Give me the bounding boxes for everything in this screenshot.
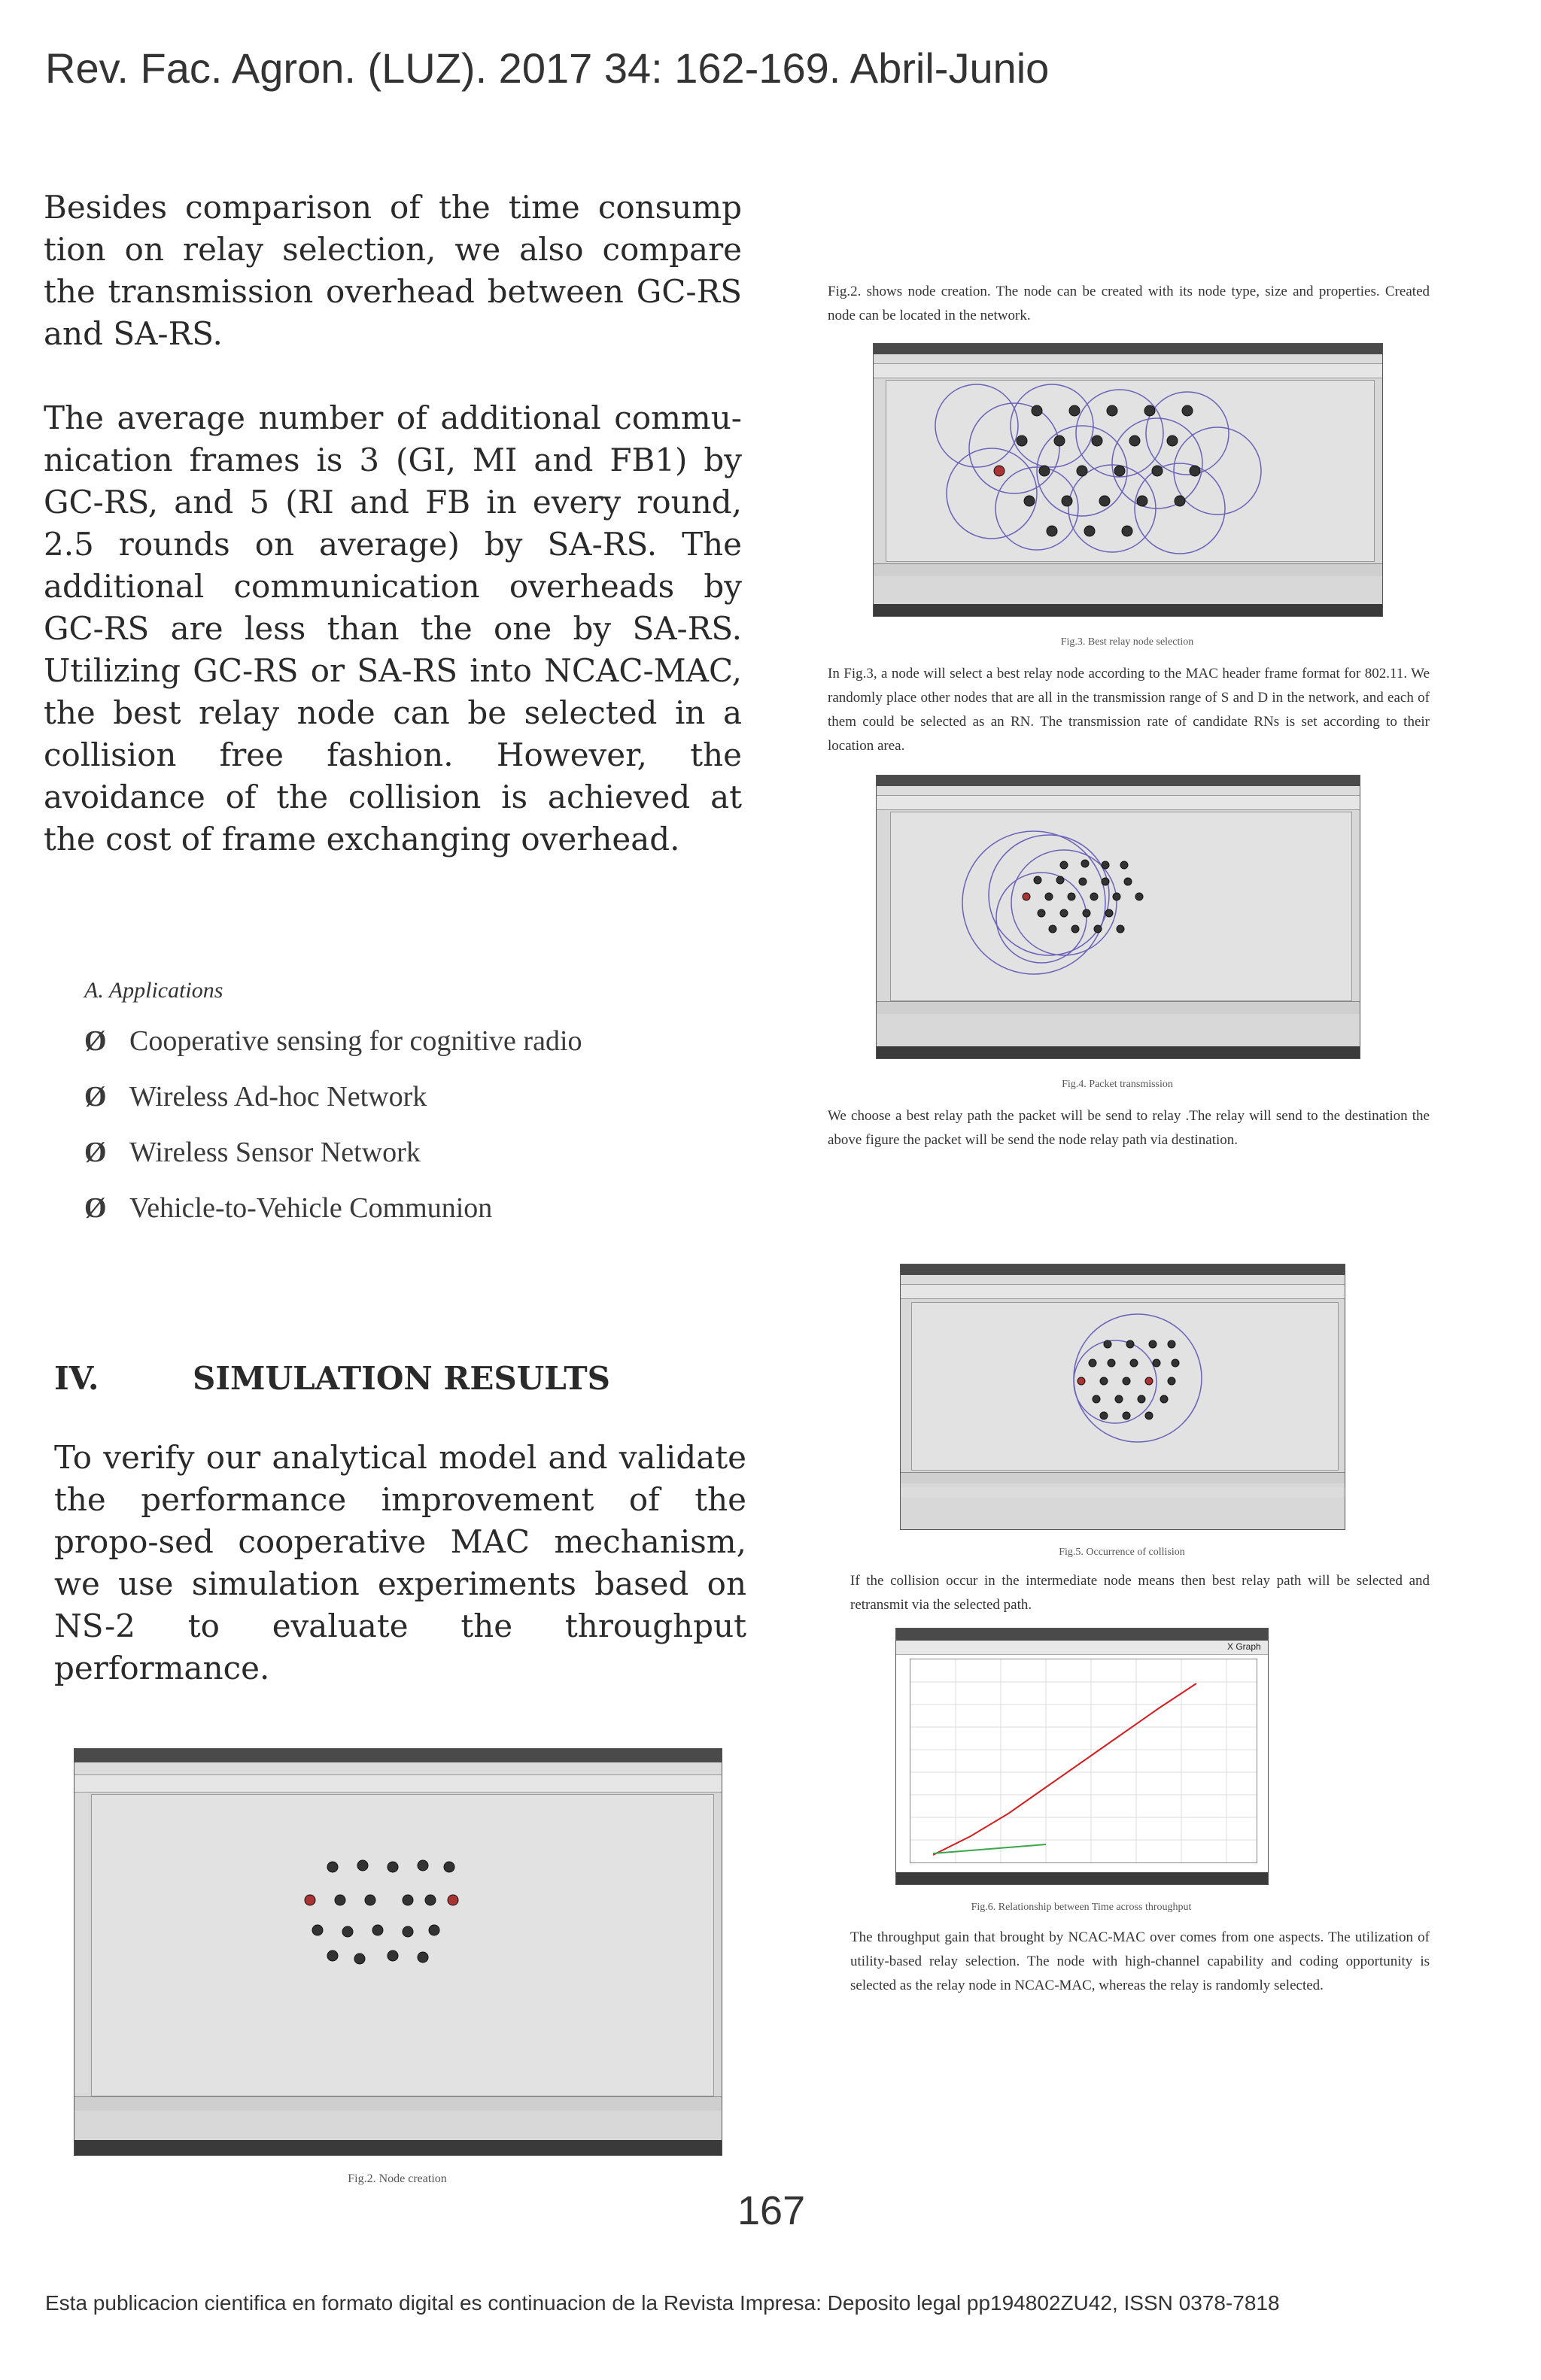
- taskbar: [874, 604, 1382, 616]
- window-menubar: [901, 1275, 1345, 1285]
- relay-selection-diagram: [886, 381, 1374, 561]
- fig4-description: We choose a best relay path the packet will be send to relay .The relay will send to the destination the above figure the packet will be send the node relay path via destination.: [828, 1108, 1430, 1148]
- timeline-bar[interactable]: [877, 1001, 1360, 1014]
- list-item: Ø Vehicle-to-Vehicle Communion: [84, 1192, 493, 1224]
- list-item: Ø Wireless Ad-hoc Network: [84, 1081, 427, 1113]
- applications-block: [84, 978, 701, 1247]
- nam-window-fig5: [900, 1264, 1345, 1530]
- throughput-graph: [910, 1659, 1257, 1862]
- paragraph-overhead: Besides comparison of the time consump tion on relay selection, we also compare the transmission overhead between GC-RS and SA-RS.: [44, 189, 742, 352]
- fig3-caption: Fig.3. Best relay node selection: [1060, 636, 1194, 648]
- playback-controls: [901, 1285, 1345, 1299]
- window-titlebar: [896, 1629, 1268, 1641]
- fig6-caption: Fig.6. Relationship between Time across throughput: [971, 1902, 1192, 1913]
- bullet-icon: Ø: [84, 1025, 107, 1057]
- window-titlebar: [74, 1749, 722, 1762]
- simulation-canvas: [91, 1794, 714, 2096]
- page-number: 167: [737, 2188, 806, 2233]
- window-titlebar: [901, 1264, 1345, 1275]
- journal-header: Rev. Fac. Agron. (LUZ). 2017 34: 162-169. Abril-Junio: [45, 44, 1050, 92]
- taskbar: [74, 2140, 722, 2155]
- taskbar: [896, 1872, 1268, 1884]
- xgraph-window: [895, 1628, 1269, 1885]
- window-titlebar: [874, 344, 1382, 354]
- bullet-icon: Ø: [84, 1192, 107, 1224]
- list-item: Ø Cooperative sensing for cognitive radio: [84, 1025, 582, 1057]
- list-item: Ø Wireless Sensor Network: [84, 1137, 421, 1168]
- bullet-icon: Ø: [84, 1081, 107, 1113]
- fig6-description: The throughput gain that brought by NCAC-MAC over comes from one aspects. The utilization of utility-based relay selection. The node with high-channel capability and coding opportunity is selected as the relay node in NCAC-MAC, whereas the relay is randomly selected.: [850, 1929, 1430, 1993]
- simulation-canvas: [911, 1302, 1339, 1471]
- window-menubar: [877, 786, 1360, 796]
- applications-heading: A. Applications: [84, 978, 223, 1003]
- node-diagram: [92, 1795, 713, 2096]
- playback-controls: [74, 1775, 722, 1793]
- window-menubar: [874, 354, 1382, 364]
- nam-window-fig2: [74, 1748, 722, 2156]
- xgraph-header: [896, 1641, 1268, 1655]
- paragraph-frames: The average number of additional commu-nication frames is 3 (GI, MI and FB1) by GC-RS, and 5 (RI and FB in every round, 2.5 rounds on average) by SA-RS. The additional communication overheads by GC-RS are less than the one by SA-RS. Utilizing GC-RS or SA-RS into NCAC-MAC, the best relay node can be selected in a collision free fashion. However, the avoidance of the collision is achieved at the cost of frame exchanging overhead.: [44, 399, 742, 858]
- nam-window-fig4: [876, 775, 1360, 1059]
- fig2-caption: Fig.2. Node creation: [348, 2172, 447, 2185]
- playback-controls: [877, 796, 1360, 810]
- graph-area: [910, 1659, 1257, 1863]
- series-line-red: [933, 1683, 1196, 1855]
- timeline-bar[interactable]: [74, 2096, 722, 2111]
- window-sidebar: [74, 1793, 88, 2093]
- fig5-description: If the collision occur in the intermediate node means then best relay path will be selected and retransmit via the selected path.: [850, 1573, 1430, 1613]
- playback-controls: [874, 364, 1382, 378]
- fig4-caption: Fig.4. Packet transmission: [1062, 1079, 1173, 1090]
- simulation-paragraph: To verify our analytical model and validate the performance improvement of the propo-sed cooperative MAC mechanism, we use simulation experiments based on NS-2 to evaluate the throughput performance.: [54, 1439, 746, 1686]
- simulation-canvas: [886, 380, 1375, 562]
- collision-diagram: [912, 1303, 1338, 1470]
- packet-transmission-diagram: [891, 812, 1351, 1000]
- timeline-bar[interactable]: [901, 1472, 1345, 1483]
- fig2-description: Fig.2. shows node creation. The node can be created with its node type, size and properties. Created node can be located in the network.: [828, 284, 1430, 323]
- simulation-canvas: [890, 812, 1352, 1001]
- footer-note: Esta publicacion cientifica en formato digital es continuacion de la Revista Impresa: Deposito legal pp194802ZU42, ISSN 0378-7818: [45, 2291, 1280, 2315]
- nam-window-fig3: [873, 343, 1383, 617]
- applications-list: [84, 1025, 701, 1225]
- fig5-caption: Fig.5. Occurrence of collision: [1059, 1547, 1185, 1558]
- bullet-icon: Ø: [84, 1137, 107, 1168]
- window-titlebar: [877, 776, 1360, 786]
- left-column-text: [44, 187, 742, 903]
- fig3-description: In Fig.3, a node will select a best relay node according to the MAC header frame format for 802.11. We randomly place other nodes that are all in the transmission range of S and D in the network, and each of them could be selected as an RN. The transmission rate of candidate RNs is set according to their location area.: [828, 666, 1430, 754]
- timeline-bar[interactable]: [874, 563, 1382, 576]
- taskbar: [877, 1046, 1360, 1058]
- xgraph-title: X Graph: [1227, 1641, 1261, 1652]
- status-area: [901, 1487, 1345, 1498]
- window-menubar: [74, 1762, 722, 1775]
- section-number: IV.: [54, 1360, 99, 1397]
- section-title: SIMULATION RESULTS: [193, 1360, 610, 1397]
